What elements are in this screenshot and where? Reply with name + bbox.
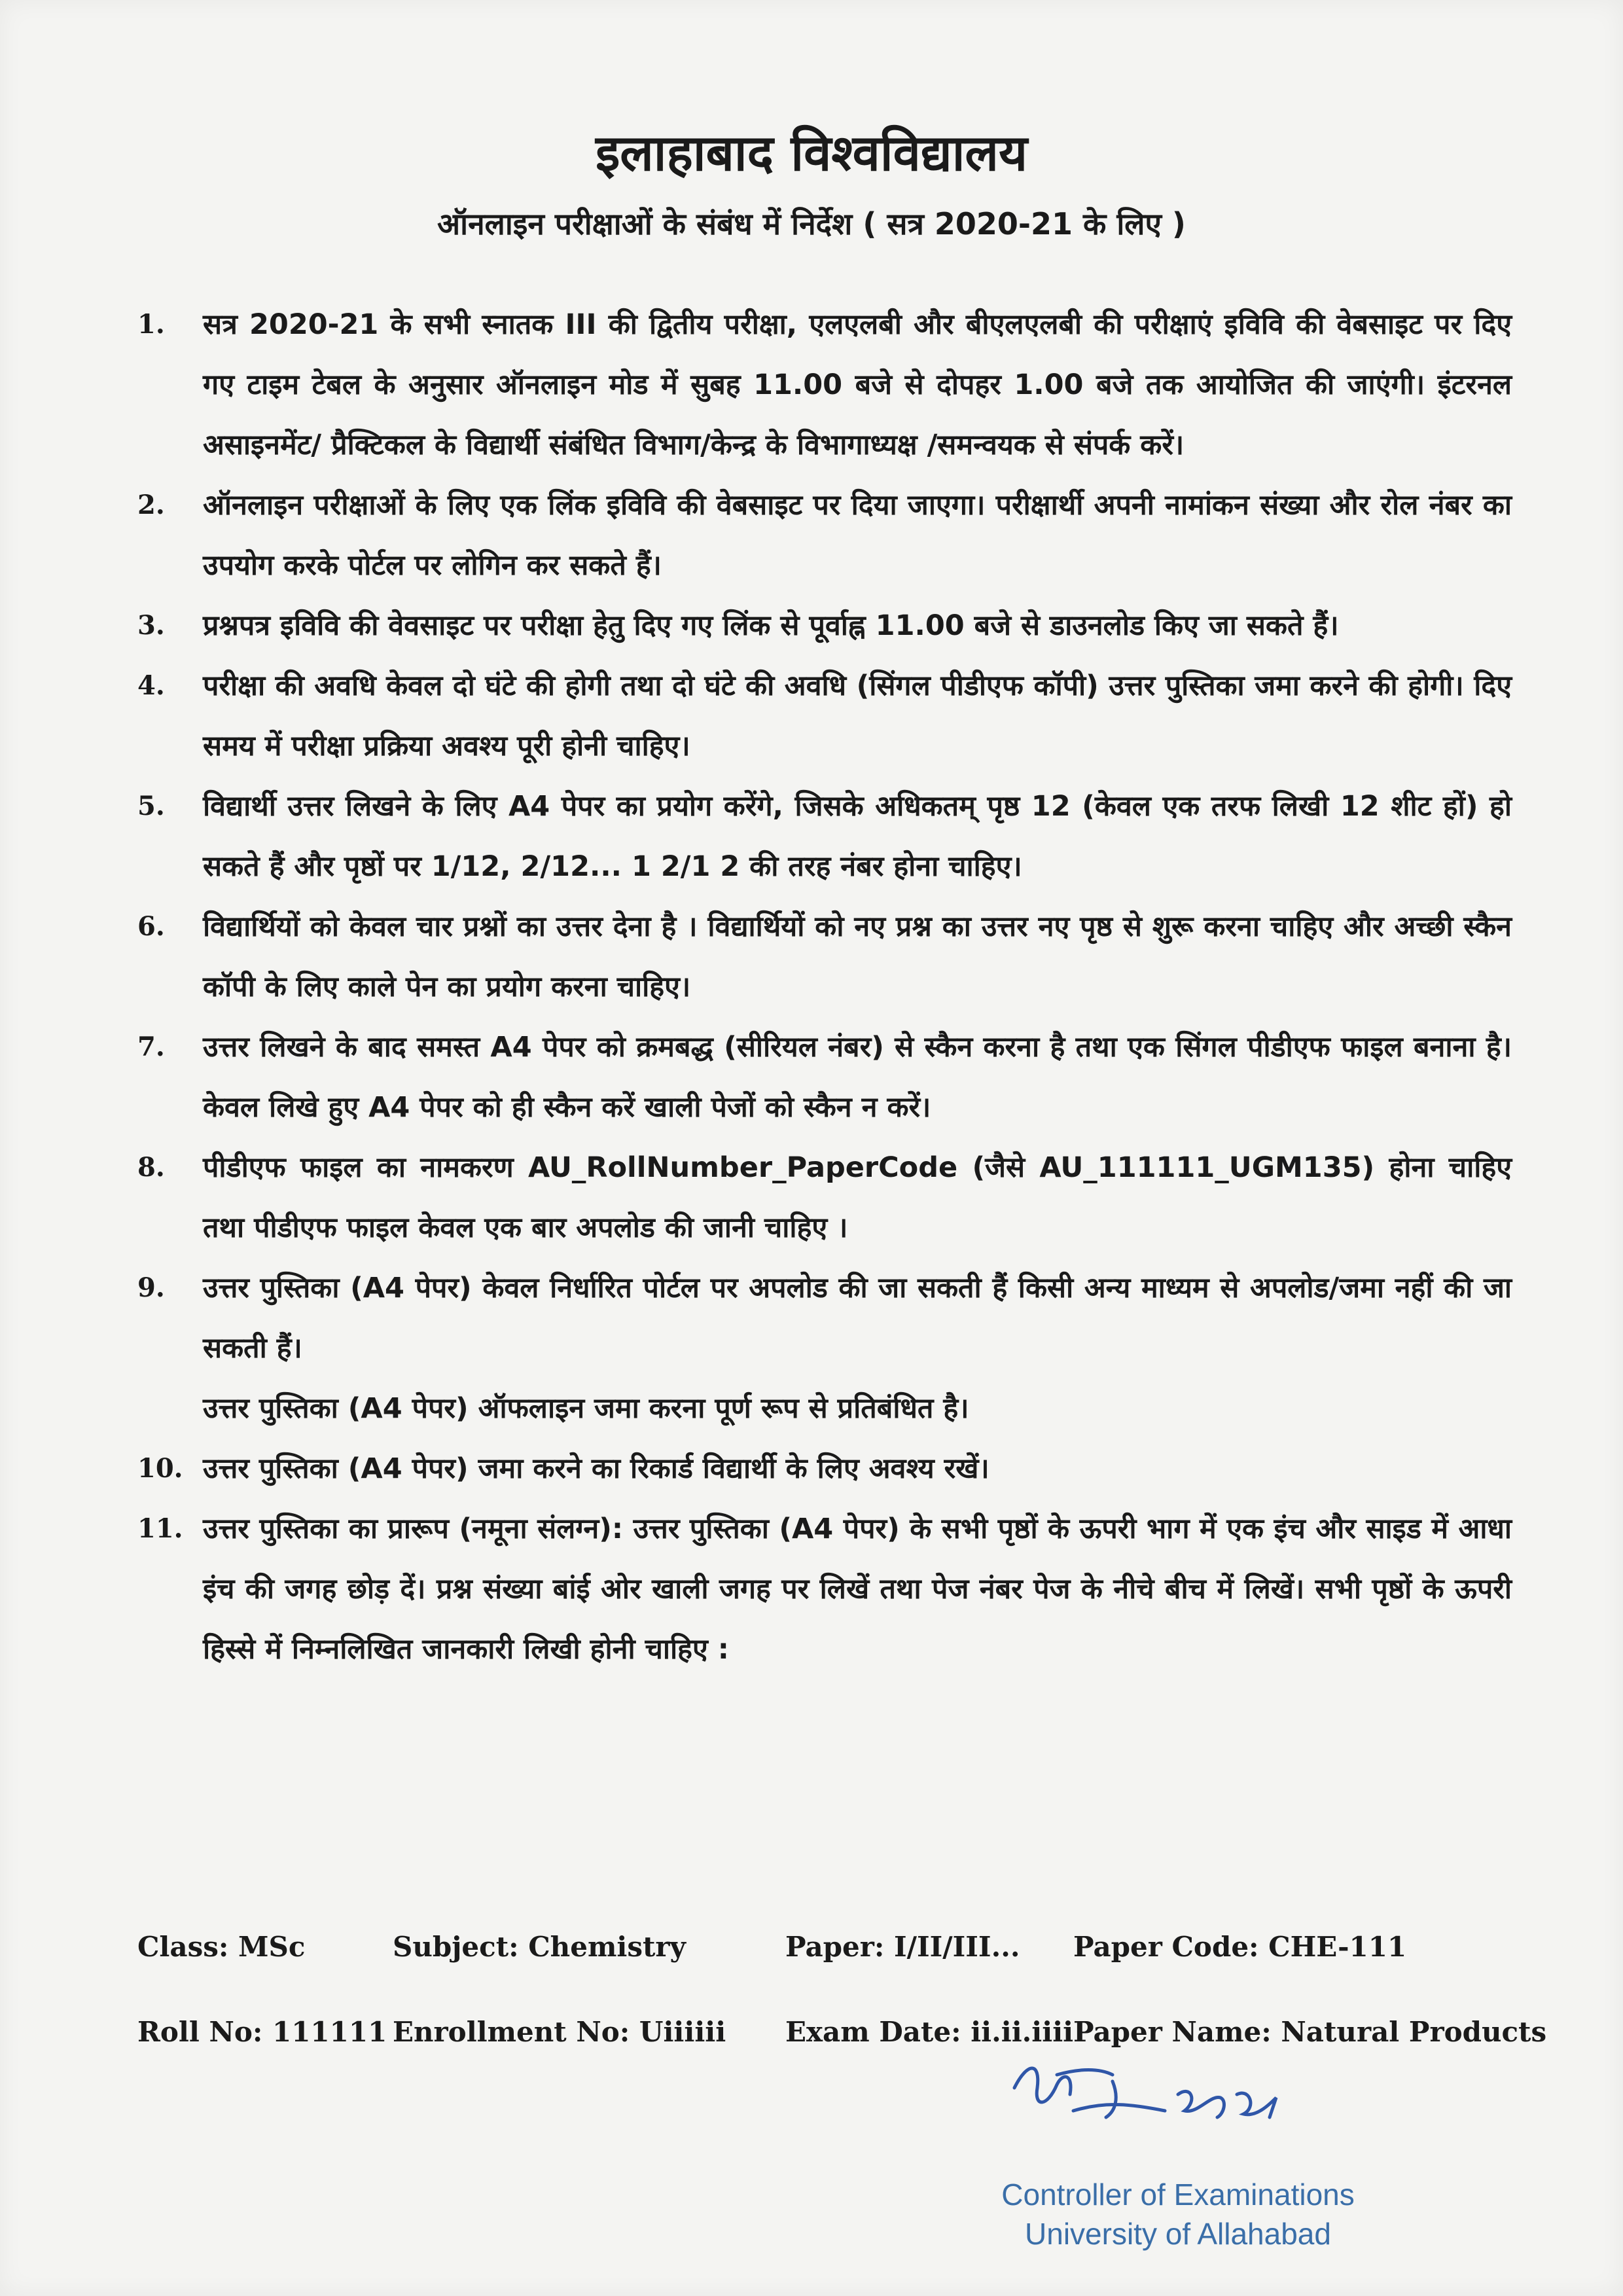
instruction-number: 7.	[137, 1031, 165, 1062]
university-title: इलाहाबाद विश्वविद्यालय	[595, 124, 1028, 182]
instruction-text: उत्तर पुस्तिका (A4 पेपर) केवल निर्धारित पोर्टल पर अपलोड की जा सकती हैं किसी अन्य माध्यम से अपलोड/जमा नहीं की जा सकती हैं।	[203, 1272, 1512, 1365]
instruction-item	[137, 1138, 1512, 1258]
instruction-text: प्रश्नपत्र इविवि की वेवसाइट पर परीक्षा हेतु दिए गए लिंक से पूर्वाह्न 11.00 बजे से डाउनलोड किए जा सकते हैं।	[203, 609, 1339, 642]
instruction-number: 1.	[137, 309, 165, 340]
instruction-text: पीडीएफ फाइल का नामकरण AU_RollNumber_PaperCode (जैसे AU_111111_UGM135) होना चाहिए तथा पीडीएफ फाइल केवल एक बार अपलोड की जानी चाहिए ।	[203, 1151, 1512, 1244]
controller-title: Controller of Examinations	[1001, 2178, 1355, 2212]
instruction-number: 9.	[137, 1272, 165, 1303]
sample-class: Class: MSc	[137, 1931, 306, 1963]
instruction-item	[137, 295, 1512, 475]
instruction-number: 5.	[137, 791, 165, 821]
instruction-item	[137, 897, 1512, 1017]
instruction-number: 4.	[137, 670, 165, 701]
instruction-extra-text: उत्तर पुस्तिका (A4 पेपर) ऑफलाइन जमा करना पूर्ण रूप से प्रतिबंधित है।	[203, 1392, 969, 1425]
handwritten-signature	[1001, 2049, 1329, 2134]
instruction-text: उत्तर पुस्तिका (A4 पेपर) जमा करने का रिकार्ड विद्यार्थी के लिए अवश्य रखें।	[203, 1452, 990, 1485]
instruction-list	[137, 295, 1512, 1679]
instruction-text: विद्यार्थी उत्तर लिखने के लिए A4 पेपर का प्रयोग करेंगे, जिसके अधिकतम् पृष्ठ 12 (केवल एक तरफ लिखी 12 शीट हों) हो सकते हैं और पृष्ठों पर 1/12, 2/12... 1 2/1 2 की तरह नंबर होना चाहिए।	[203, 790, 1512, 883]
instruction-item	[137, 656, 1512, 776]
sample-exam-date: Exam Date: ii.ii.iiii	[785, 2016, 1074, 2048]
sample-enrollment-no: Enrollment No: Uiiiiii	[393, 2016, 726, 2048]
instruction-number: 3.	[137, 610, 165, 641]
instruction-number: 6.	[137, 911, 165, 942]
sample-subject: Subject: Chemistry	[393, 1931, 686, 1963]
instruction-item	[137, 596, 1512, 656]
university-name: University of Allahabad	[1025, 2217, 1331, 2251]
instruction-item	[137, 1439, 1512, 1499]
instruction-item	[137, 1017, 1512, 1138]
instruction-text: विद्यार्थियों को केवल चार प्रश्नों का उत्तर देना है । विद्यार्थियों को नए प्रश्न का उत्तर नए पृष्ठ से शुरू करना चाहिए और अच्छी स्कैन कॉपी के लिए काले पेन का प्रयोग करना चाहिए।	[203, 910, 1512, 1003]
instruction-item	[137, 776, 1512, 897]
instruction-number: 10.	[137, 1453, 183, 1484]
instruction-number: 2.	[137, 490, 165, 520]
instruction-text: उत्तर पुस्तिका का प्रारूप (नमूना संलग्न): उत्तर पुस्तिका (A4 पेपर) के सभी पृष्ठों के ऊपरी भाग में एक इंच और साइड में आधा इंच की जगह छोड़ दें। प्रश्न संख्या बांई ओर खाली जगह पर लिखें तथा पेज नंबर पेज के नीचे बीच में लिखें। सभी पृष्ठों के ऊपरी हिस्से में निम्नलिखित जानकारी लिखी होनी चाहिए :	[203, 1513, 1512, 1666]
instruction-item	[137, 475, 1512, 596]
sample-paper-code: Paper Code: CHE-111	[1073, 1931, 1407, 1963]
instruction-text: सत्र 2020-21 के सभी स्नातक III की द्वितीय परीक्षा, एलएलबी और बीएलएलबी की परीक्षाएं इविवि की वेबसाइट पर दिए गए टाइम टेबल के अनुसार ऑनलाइन मोड में सुबह 11.00 बजे से दोपहर 1.00 बजे तक आयोजित की जाएंगी। इंटरनल असाइनमेंट/ प्रैक्टिकल के विद्यार्थी संबंधित विभाग/केन्द्र के विभागाध्यक्ष /समन्वयक से संपर्क करें।	[203, 308, 1512, 461]
sample-roll-no: Roll No: 111111	[137, 2016, 387, 2048]
sample-paper-name: Paper Name: Natural Products	[1073, 2016, 1547, 2048]
instruction-text: परीक्षा की अवधि केवल दो घंटे की होगी तथा दो घंटे की अवधि (सिंगल पीडीएफ कॉपी) उत्तर पुस्तिका जमा करने की होगी। दिए समय में परीक्षा प्रक्रिया अवश्य पूरी होनी चाहिए।	[203, 670, 1512, 762]
instruction-item	[137, 1258, 1512, 1439]
instruction-text: उत्तर लिखने के बाद समस्त A4 पेपर को क्रमबद्ध (सीरियल नंबर) से स्कैन करना है तथा एक सिंगल पीडीएफ फाइल बनाना है। केवल लिखे हुए A4 पेपर को ही स्कैन करें खाली पेजों को स्कैन न करें।	[203, 1031, 1512, 1124]
sample-paper: Paper: I/II/III...	[785, 1931, 1020, 1963]
document-subtitle: ऑनलाइन परीक्षाओं के संबंध में निर्देश ( सत्र 2020-21 के लिए )	[437, 206, 1186, 242]
instruction-number: 11.	[137, 1513, 183, 1544]
instruction-text: ऑनलाइन परीक्षाओं के लिए एक लिंक इविवि की वेबसाइट पर दिया जाएगा। परीक्षार्थी अपनी नामांकन संख्या और रोल नंबर का उपयोग करके पोर्टल पर लोगिन कर सकते हैं।	[203, 489, 1512, 582]
instruction-item	[137, 1499, 1512, 1679]
instruction-number: 8.	[137, 1152, 165, 1183]
